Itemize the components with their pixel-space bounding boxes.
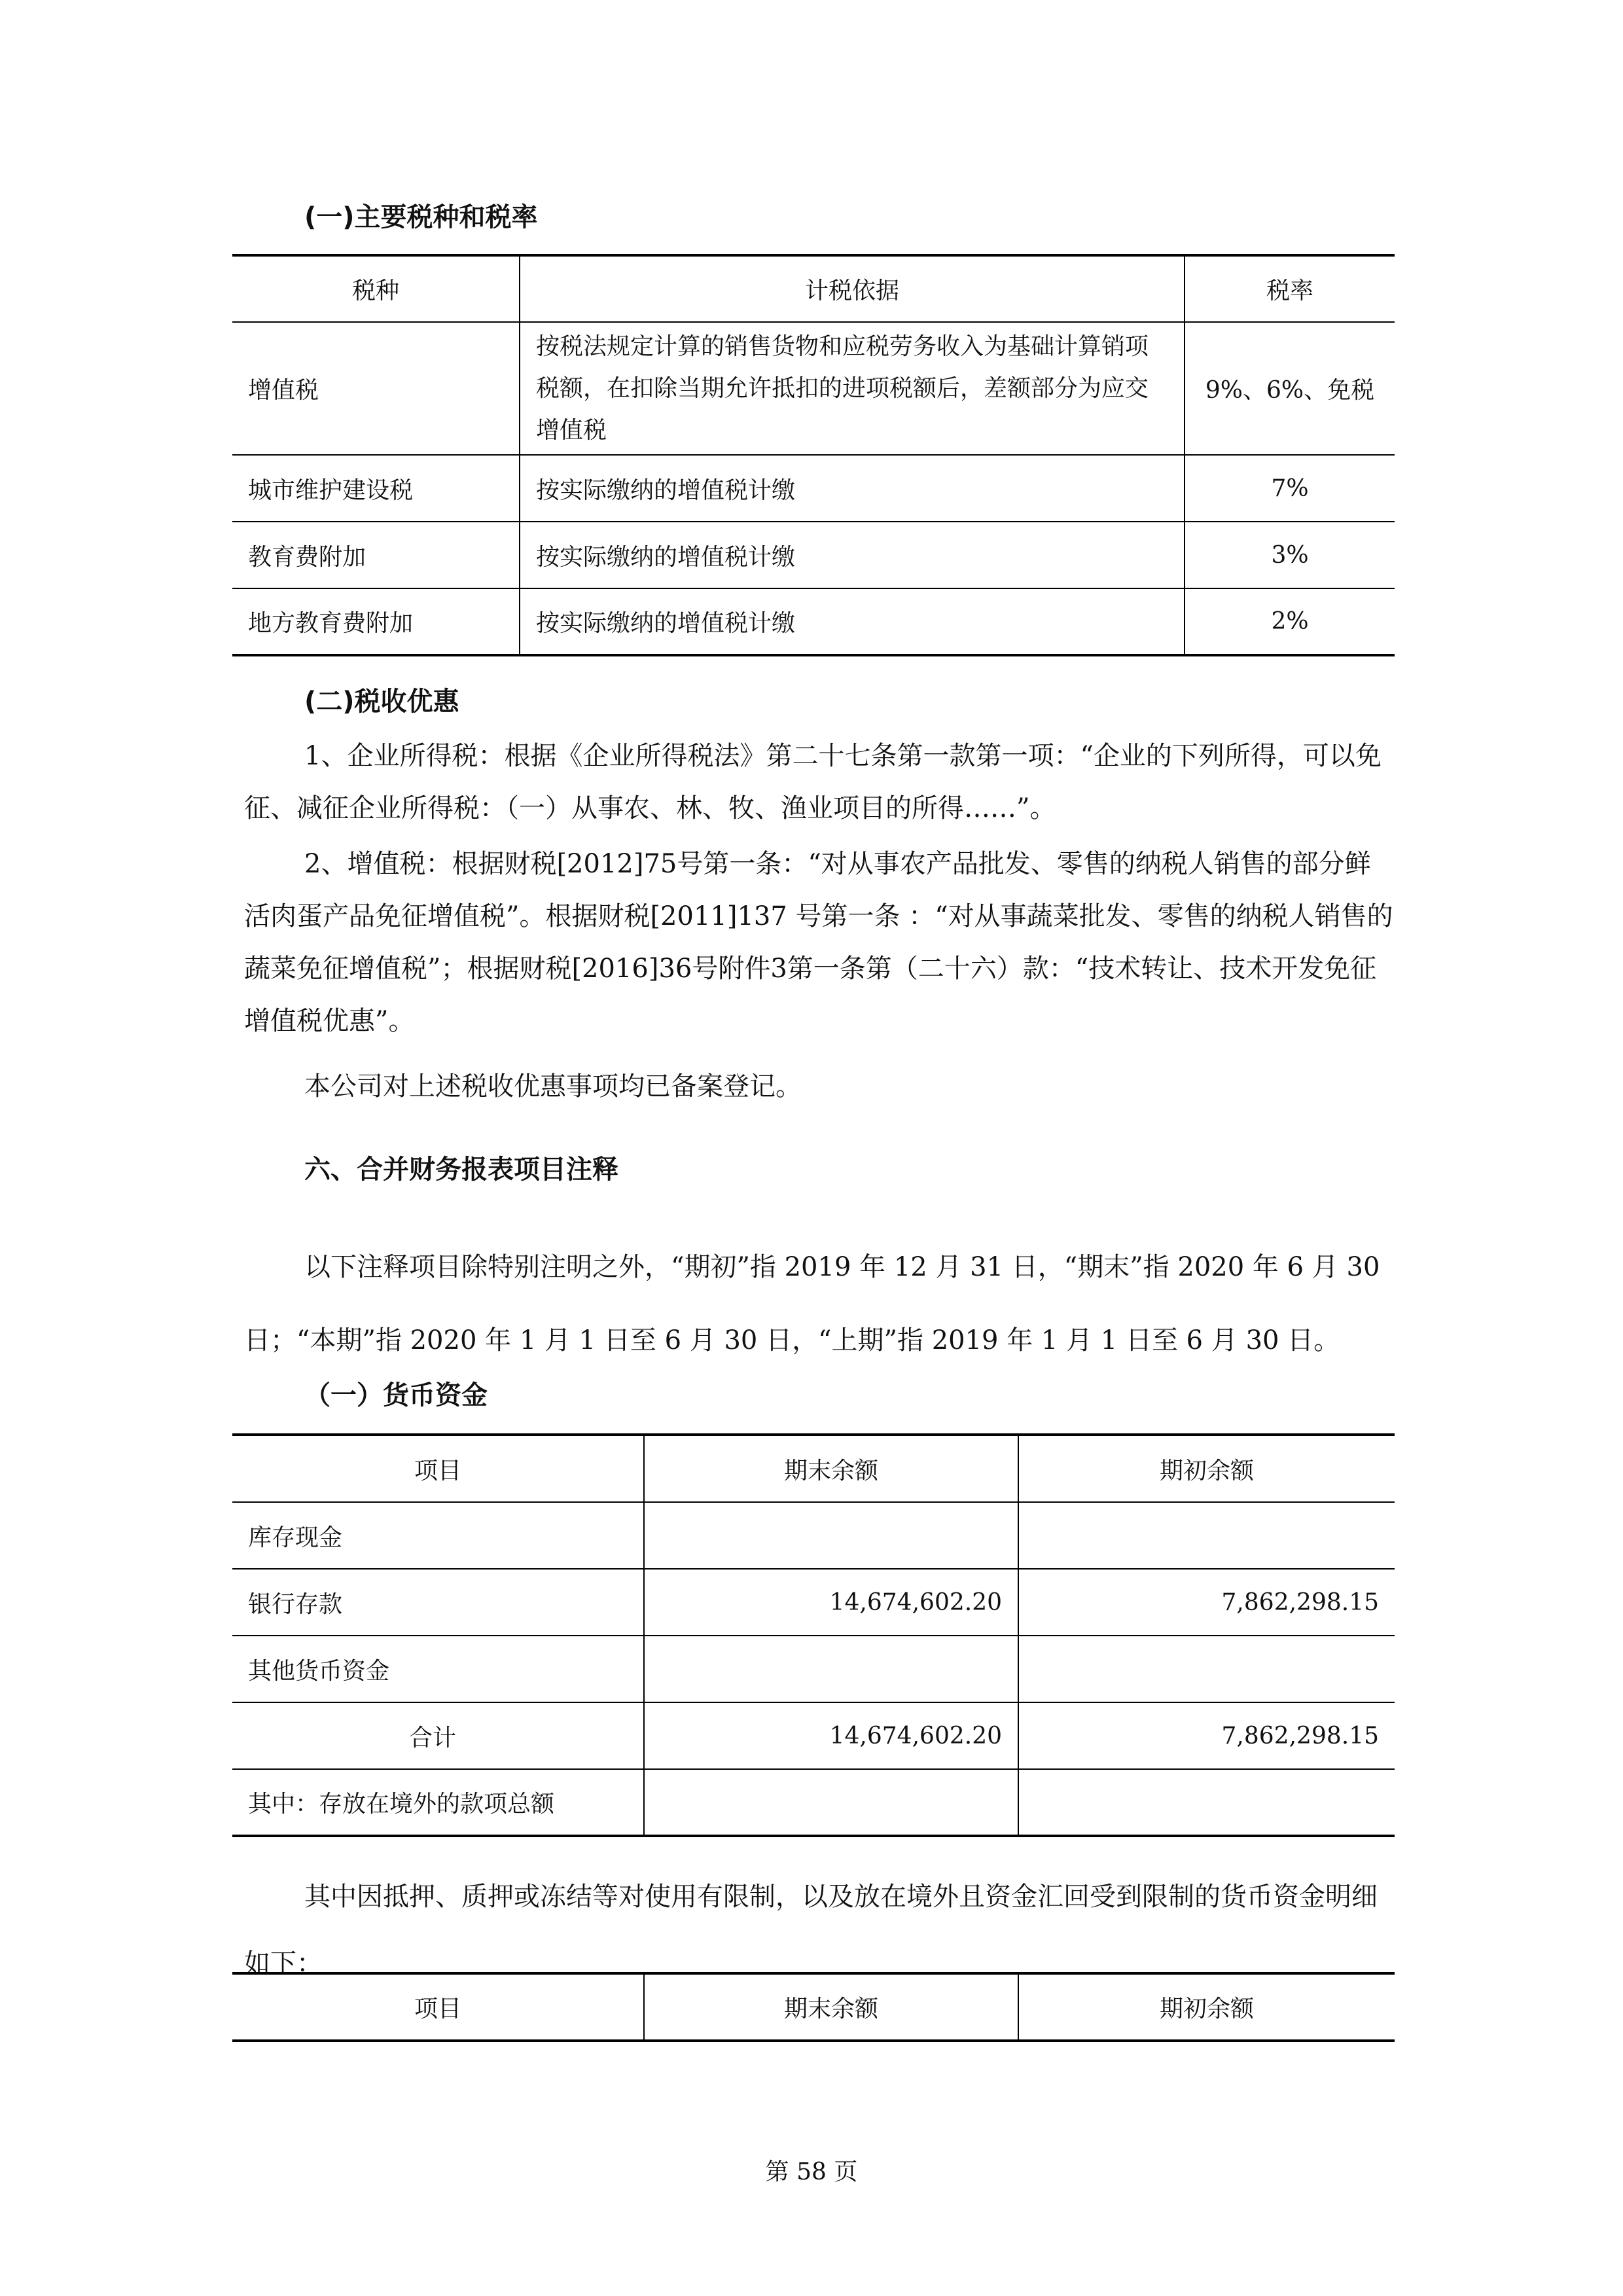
paragraph-filing: 本公司对上述税收优惠事项均已备案登记。 xyxy=(304,1071,802,1102)
tax-name-cell: 城市维护建设税 xyxy=(232,455,520,522)
item-cell: 其他货币资金 xyxy=(232,1636,644,1702)
begin-balance-cell xyxy=(1018,1502,1395,1569)
item-cell: 合计 xyxy=(232,1702,644,1769)
paragraph-notes-intro: 以下注释项目除特别注明之外，“期初”指 2019 年 12 月 31 日，“期末”指 2020 年 6 月 30 日；“本期”指 2020 年 1 月 1 日至 6 月 30 日，“上期”指 2019 年 1 月 1 日至 6 月 30 日。 xyxy=(244,1252,1380,1355)
table-row xyxy=(232,1636,1395,1702)
end-balance-cell xyxy=(644,1769,1018,1836)
table-header-cell: 期初余额 xyxy=(1018,1435,1395,1502)
table-header-row xyxy=(232,1973,1395,2041)
end-balance-cell: 14,674,602.20 xyxy=(644,1702,1018,1769)
begin-balance-cell xyxy=(1018,1769,1395,1836)
tax-name-cell: 增值税 xyxy=(232,322,520,455)
section-heading-tax-rates: (一)主要税种和税率 xyxy=(304,202,538,232)
table-header-cell: 期末余额 xyxy=(644,1435,1018,1502)
item-cell: 银行存款 xyxy=(232,1569,644,1636)
section-heading-tax-incentives: (二)税收优惠 xyxy=(304,687,459,717)
table-row xyxy=(232,455,1395,522)
table-header-cell: 税率 xyxy=(1185,255,1395,322)
table-header-cell: 项目 xyxy=(232,1973,644,2041)
tax-rate-cell: 7% xyxy=(1185,455,1395,522)
table-header-cell: 计税依据 xyxy=(520,255,1185,322)
tax-basis-cell: 按实际缴纳的增值税计缴 xyxy=(520,455,1185,522)
begin-balance-cell xyxy=(1018,1636,1395,1702)
table-row xyxy=(232,322,1395,455)
tax-rate-cell: 3% xyxy=(1185,522,1395,588)
section-heading-cash: （一）货币资金 xyxy=(304,1380,488,1410)
item-cell: 其中：存放在境外的款项总额 xyxy=(232,1769,644,1836)
tax-rate-table xyxy=(232,254,1395,656)
tax-basis-cell: 按实际缴纳的增值税计缴 xyxy=(520,522,1185,588)
table-header-row xyxy=(232,1435,1395,1502)
paragraph-restricted-note: 其中因抵押、质押或冻结等对使用有限制，以及放在境外且资金汇回受到限制的货币资金明细如下： xyxy=(244,1882,1378,1979)
tax-name-cell: 教育费附加 xyxy=(232,522,520,588)
table-row-total xyxy=(232,1702,1395,1769)
tax-rate-cell: 2% xyxy=(1185,588,1395,655)
begin-balance-cell: 7,862,298.15 xyxy=(1018,1569,1395,1636)
end-balance-cell: 14,674,602.20 xyxy=(644,1569,1018,1636)
tax-rate-cell: 9%、6%、免税 xyxy=(1185,322,1395,455)
table-row xyxy=(232,1502,1395,1569)
table-header-cell: 税种 xyxy=(232,255,520,322)
begin-balance-cell: 7,862,298.15 xyxy=(1018,1702,1395,1769)
table-row xyxy=(232,1569,1395,1636)
table-row xyxy=(232,522,1395,588)
restricted-cash-table xyxy=(232,1972,1395,2042)
tax-basis-cell: 按税法规定计算的销售货物和应税劳务收入为基础计算销项税额，在扣除当期允许抵扣的进项税额后，差额部分为应交增值税 xyxy=(520,322,1185,455)
paragraph-vat: 2、增值税：根据财税[2012]75号第一条：“对从事农产品批发、零售的纳税人销售的部分鲜活肉蛋产品免征增值税”。根据财税[2011]137 号第一条 ：“对从事蔬菜批发、零售的纳税人销售的蔬菜免征增值税”；根据财税[2016]36号附件3第一条第（二十六）款：“技术转让、技术开发免征增值税优惠”。 xyxy=(244,849,1393,1036)
paragraph-income-tax: 1、企业所得税：根据《企业所得税法》第二十七条第一款第一项：“企业的下列所得，可以免征、减征企业所得税：（一）从事农、林、牧、渔业项目的所得……”。 xyxy=(244,741,1382,823)
section-heading-notes: 六、合并财务报表项目注释 xyxy=(304,1155,618,1185)
table-row xyxy=(232,1769,1395,1836)
table-header-row xyxy=(232,255,1395,322)
tax-basis-cell: 按实际缴纳的增值税计缴 xyxy=(520,588,1185,655)
page-number: 第 58 页 xyxy=(765,2159,858,2185)
table-header-cell: 期初余额 xyxy=(1018,1973,1395,2041)
cash-table xyxy=(232,1433,1395,1837)
end-balance-cell xyxy=(644,1502,1018,1569)
tax-name-cell: 地方教育费附加 xyxy=(232,588,520,655)
table-header-cell: 期末余额 xyxy=(644,1973,1018,2041)
end-balance-cell xyxy=(644,1636,1018,1702)
table-row xyxy=(232,588,1395,655)
table-header-cell: 项目 xyxy=(232,1435,644,1502)
item-cell: 库存现金 xyxy=(232,1502,644,1569)
